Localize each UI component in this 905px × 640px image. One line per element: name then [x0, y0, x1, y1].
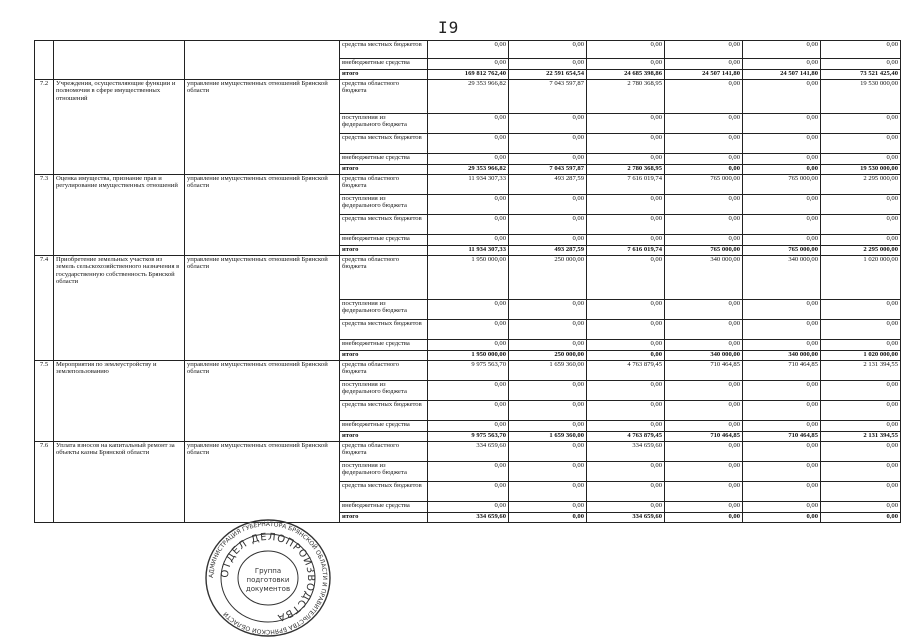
- funding-source: средства местных бюджетов: [340, 320, 428, 340]
- amount-cell: 334 659,60: [428, 442, 509, 462]
- amount-cell: 0,00: [743, 59, 821, 70]
- amount-cell: 340 000,00: [743, 256, 821, 300]
- amount-cell: 334 659,60: [587, 513, 665, 523]
- measure-name: [54, 41, 185, 80]
- amount-cell: 19 530 000,00: [821, 80, 901, 114]
- amount-cell: 0,00: [743, 154, 821, 165]
- amount-cell: 0,00: [509, 235, 587, 246]
- amount-cell: 0,00: [743, 442, 821, 462]
- amount-cell: 2 295 000,00: [821, 246, 901, 256]
- amount-cell: 0,00: [821, 381, 901, 401]
- block-index: 7.3: [35, 175, 54, 256]
- amount-cell: 1 659 360,00: [509, 361, 587, 381]
- amount-cell: 765 000,00: [665, 246, 743, 256]
- amount-cell: 0,00: [743, 340, 821, 351]
- amount-cell: 0,00: [587, 195, 665, 215]
- table-row: [35, 361, 901, 381]
- amount-cell: 0,00: [509, 41, 587, 59]
- amount-cell: 0,00: [743, 215, 821, 235]
- amount-cell: 0,00: [509, 502, 587, 513]
- amount-cell: 0,00: [509, 513, 587, 523]
- amount-cell: 0,00: [428, 114, 509, 134]
- stamp-outer-text: АДМИНИСТРАЦИЯ ГУБЕРНАТОРА БРЯНСКОЙ ОБЛАСТИ И ПРАВИТЕЛЬСТВА БРЯНСКОЙ ОБЛАСТИ: [207, 520, 329, 636]
- amount-cell: 493 287,59: [509, 246, 587, 256]
- amount-cell: 0,00: [665, 165, 743, 175]
- funding-source: внебюджетные средства: [340, 59, 428, 70]
- amount-cell: 0,00: [821, 462, 901, 482]
- measure-name: Уплата взносов на капитальный ремонт за объекты казны Брянской области: [54, 442, 185, 523]
- amount-cell: 0,00: [428, 340, 509, 351]
- amount-cell: 0,00: [428, 195, 509, 215]
- amount-cell: 334 659,60: [587, 442, 665, 462]
- amount-cell: 0,00: [665, 41, 743, 59]
- amount-cell: 0,00: [428, 401, 509, 421]
- funding-source: средства местных бюджетов: [340, 134, 428, 154]
- funding-source: средства областного бюджета: [340, 256, 428, 300]
- amount-cell: 0,00: [743, 300, 821, 320]
- funding-source: средства местных бюджетов: [340, 401, 428, 421]
- executor-name: управление имущественных отношений Брянской области: [185, 256, 340, 361]
- page-number: I9: [438, 18, 460, 37]
- amount-cell: 4 763 879,45: [587, 361, 665, 381]
- budget-table-body: [35, 41, 901, 523]
- executor-name: [185, 41, 340, 80]
- amount-cell: 0,00: [743, 381, 821, 401]
- amount-cell: 1 020 000,00: [821, 351, 901, 361]
- amount-cell: 0,00: [509, 381, 587, 401]
- amount-cell: 0,00: [428, 300, 509, 320]
- funding-source: итого: [340, 246, 428, 256]
- amount-cell: 0,00: [821, 114, 901, 134]
- amount-cell: 0,00: [587, 381, 665, 401]
- amount-cell: 0,00: [743, 41, 821, 59]
- amount-cell: 0,00: [743, 165, 821, 175]
- stamp-center-line-2: подготовки: [246, 576, 290, 584]
- stamp-center-line-1: Группа: [254, 567, 282, 575]
- amount-cell: 0,00: [743, 513, 821, 523]
- amount-cell: 0,00: [509, 215, 587, 235]
- amount-cell: 0,00: [587, 114, 665, 134]
- amount-cell: 0,00: [509, 482, 587, 502]
- amount-cell: 1 950 000,00: [428, 256, 509, 300]
- amount-cell: 0,00: [665, 300, 743, 320]
- funding-source: поступления из федерального бюджета: [340, 381, 428, 401]
- amount-cell: 11 934 307,33: [428, 246, 509, 256]
- amount-cell: 0,00: [743, 80, 821, 114]
- amount-cell: 0,00: [665, 340, 743, 351]
- amount-cell: 0,00: [587, 401, 665, 421]
- executor-name: управление имущественных отношений Брянской области: [185, 80, 340, 175]
- funding-source: средства местных бюджетов: [340, 482, 428, 502]
- amount-cell: 0,00: [821, 401, 901, 421]
- amount-cell: 0,00: [665, 80, 743, 114]
- amount-cell: 0,00: [587, 421, 665, 432]
- amount-cell: 0,00: [428, 59, 509, 70]
- amount-cell: 0,00: [428, 235, 509, 246]
- funding-source: средства областного бюджета: [340, 80, 428, 114]
- amount-cell: 24 685 398,86: [587, 70, 665, 80]
- amount-cell: 0,00: [821, 482, 901, 502]
- amount-cell: 0,00: [743, 421, 821, 432]
- amount-cell: 0,00: [821, 300, 901, 320]
- measure-name: Мероприятия по землеустройству и землепользованию: [54, 361, 185, 442]
- amount-cell: 0,00: [587, 300, 665, 320]
- amount-cell: 710 464,85: [743, 432, 821, 442]
- amount-cell: 2 780 368,95: [587, 165, 665, 175]
- block-index: 7.2: [35, 80, 54, 175]
- amount-cell: 0,00: [743, 482, 821, 502]
- amount-cell: 0,00: [428, 134, 509, 154]
- block-index: 7.4: [35, 256, 54, 361]
- funding-source: средства местных бюджетов: [340, 215, 428, 235]
- amount-cell: 0,00: [509, 462, 587, 482]
- funding-source: поступления из федерального бюджета: [340, 195, 428, 215]
- table-row: [35, 256, 901, 300]
- amount-cell: 0,00: [428, 41, 509, 59]
- amount-cell: 0,00: [509, 195, 587, 215]
- table-row: [35, 175, 901, 195]
- amount-cell: 710 464,85: [743, 361, 821, 381]
- amount-cell: 0,00: [587, 134, 665, 154]
- department-stamp: [203, 518, 333, 638]
- amount-cell: 0,00: [587, 482, 665, 502]
- block-index: 7.6: [35, 442, 54, 523]
- amount-cell: 0,00: [587, 41, 665, 59]
- amount-cell: 765 000,00: [743, 246, 821, 256]
- amount-cell: 2 295 000,00: [821, 175, 901, 195]
- amount-cell: 0,00: [509, 154, 587, 165]
- amount-cell: 334 659,60: [428, 513, 509, 523]
- amount-cell: 0,00: [509, 442, 587, 462]
- amount-cell: 0,00: [665, 462, 743, 482]
- amount-cell: 493 287,59: [509, 175, 587, 195]
- amount-cell: 0,00: [665, 320, 743, 340]
- funding-source: поступления из федерального бюджета: [340, 114, 428, 134]
- amount-cell: 0,00: [821, 215, 901, 235]
- table-row: [35, 442, 901, 462]
- amount-cell: 0,00: [743, 401, 821, 421]
- amount-cell: 0,00: [509, 340, 587, 351]
- amount-cell: 1 950 000,00: [428, 351, 509, 361]
- amount-cell: 340 000,00: [665, 256, 743, 300]
- amount-cell: 0,00: [665, 482, 743, 502]
- funding-source: поступления из федерального бюджета: [340, 462, 428, 482]
- amount-cell: 0,00: [743, 462, 821, 482]
- amount-cell: 0,00: [665, 134, 743, 154]
- amount-cell: 0,00: [665, 215, 743, 235]
- amount-cell: 0,00: [587, 351, 665, 361]
- amount-cell: 169 812 762,40: [428, 70, 509, 80]
- amount-cell: 1 659 360,00: [509, 432, 587, 442]
- block-index: 7.5: [35, 361, 54, 442]
- measure-name: Учреждения, осуществляющие функции и полномочия в сфере имущественных отношений: [54, 80, 185, 175]
- amount-cell: 7 043 597,87: [509, 80, 587, 114]
- amount-cell: 0,00: [587, 256, 665, 300]
- funding-source: итого: [340, 351, 428, 361]
- amount-cell: 0,00: [743, 502, 821, 513]
- block-index: [35, 41, 54, 80]
- amount-cell: 340 000,00: [665, 351, 743, 361]
- funding-source: внебюджетные средства: [340, 421, 428, 432]
- amount-cell: 0,00: [665, 235, 743, 246]
- amount-cell: 0,00: [509, 300, 587, 320]
- amount-cell: 0,00: [665, 114, 743, 134]
- executor-name: управление имущественных отношений Брянской области: [185, 442, 340, 523]
- amount-cell: 1 020 000,00: [821, 256, 901, 300]
- budget-table: [34, 40, 901, 523]
- amount-cell: 0,00: [821, 340, 901, 351]
- amount-cell: 24 507 141,80: [743, 70, 821, 80]
- amount-cell: 0,00: [821, 154, 901, 165]
- amount-cell: 11 934 307,33: [428, 175, 509, 195]
- funding-source: поступления из федерального бюджета: [340, 300, 428, 320]
- amount-cell: 0,00: [428, 215, 509, 235]
- stamp-inner-text: ОТДЕЛ ДЕЛОПРОИЗВОДСТВА: [219, 531, 317, 624]
- amount-cell: 0,00: [587, 154, 665, 165]
- measure-name: Оценка имущества, признание прав и регулирование имущественных отношений: [54, 175, 185, 256]
- amount-cell: 0,00: [743, 114, 821, 134]
- funding-source: итого: [340, 70, 428, 80]
- amount-cell: 0,00: [587, 235, 665, 246]
- amount-cell: 710 464,85: [665, 432, 743, 442]
- amount-cell: 7 043 597,87: [509, 165, 587, 175]
- amount-cell: 0,00: [821, 320, 901, 340]
- amount-cell: 0,00: [821, 513, 901, 523]
- funding-source: внебюджетные средства: [340, 340, 428, 351]
- amount-cell: 29 353 966,82: [428, 165, 509, 175]
- amount-cell: 0,00: [428, 502, 509, 513]
- amount-cell: 2 780 368,95: [587, 80, 665, 114]
- amount-cell: 9 975 563,70: [428, 432, 509, 442]
- amount-cell: 0,00: [821, 195, 901, 215]
- table-row: [35, 80, 901, 114]
- funding-source: итого: [340, 432, 428, 442]
- executor-name: управление имущественных отношений Брянской области: [185, 361, 340, 442]
- amount-cell: 0,00: [428, 462, 509, 482]
- amount-cell: 340 000,00: [743, 351, 821, 361]
- amount-cell: 2 131 394,55: [821, 432, 901, 442]
- amount-cell: 4 763 879,45: [587, 432, 665, 442]
- amount-cell: 0,00: [587, 320, 665, 340]
- amount-cell: 0,00: [587, 215, 665, 235]
- funding-source: итого: [340, 513, 428, 523]
- funding-source: внебюджетные средства: [340, 154, 428, 165]
- amount-cell: 0,00: [509, 421, 587, 432]
- amount-cell: 710 464,85: [665, 361, 743, 381]
- amount-cell: 2 131 394,55: [821, 361, 901, 381]
- amount-cell: 0,00: [665, 59, 743, 70]
- amount-cell: 19 530 000,00: [821, 165, 901, 175]
- measure-name: Приобретение земельных участков из земель сельскохозяйственного назначения в государственную собственность Брянской области: [54, 256, 185, 361]
- amount-cell: 0,00: [665, 401, 743, 421]
- amount-cell: 0,00: [587, 502, 665, 513]
- amount-cell: 0,00: [509, 320, 587, 340]
- funding-source: внебюджетные средства: [340, 235, 428, 246]
- amount-cell: 22 591 654,54: [509, 70, 587, 80]
- amount-cell: 0,00: [665, 442, 743, 462]
- funding-source: итого: [340, 165, 428, 175]
- amount-cell: 0,00: [821, 421, 901, 432]
- amount-cell: 7 616 019,74: [587, 175, 665, 195]
- amount-cell: 0,00: [509, 59, 587, 70]
- amount-cell: 250 000,00: [509, 351, 587, 361]
- amount-cell: 0,00: [509, 114, 587, 134]
- amount-cell: 0,00: [509, 134, 587, 154]
- amount-cell: 0,00: [821, 235, 901, 246]
- amount-cell: 0,00: [665, 421, 743, 432]
- amount-cell: 0,00: [743, 195, 821, 215]
- amount-cell: 0,00: [665, 195, 743, 215]
- amount-cell: 0,00: [587, 59, 665, 70]
- amount-cell: 0,00: [665, 154, 743, 165]
- amount-cell: 0,00: [665, 513, 743, 523]
- amount-cell: 7 616 019,74: [587, 246, 665, 256]
- amount-cell: 0,00: [428, 154, 509, 165]
- amount-cell: 0,00: [509, 401, 587, 421]
- funding-source: внебюджетные средства: [340, 502, 428, 513]
- amount-cell: 24 507 141,80: [665, 70, 743, 80]
- funding-source: средства местных бюджетов: [340, 41, 428, 59]
- amount-cell: 0,00: [821, 502, 901, 513]
- funding-source: средства областного бюджета: [340, 442, 428, 462]
- amount-cell: 0,00: [428, 421, 509, 432]
- amount-cell: 0,00: [428, 381, 509, 401]
- amount-cell: 0,00: [665, 381, 743, 401]
- amount-cell: 250 000,00: [509, 256, 587, 300]
- amount-cell: 0,00: [821, 442, 901, 462]
- amount-cell: 0,00: [428, 482, 509, 502]
- amount-cell: 0,00: [743, 320, 821, 340]
- executor-name: управление имущественных отношений Брянской области: [185, 175, 340, 256]
- amount-cell: 765 000,00: [665, 175, 743, 195]
- amount-cell: 73 521 425,40: [821, 70, 901, 80]
- table-row: [35, 41, 901, 59]
- amount-cell: 765 000,00: [743, 175, 821, 195]
- funding-source: средства областного бюджета: [340, 175, 428, 195]
- amount-cell: 0,00: [743, 235, 821, 246]
- stamp-center-line-3: документов: [245, 585, 291, 593]
- amount-cell: 0,00: [821, 134, 901, 154]
- amount-cell: 0,00: [821, 41, 901, 59]
- amount-cell: 0,00: [587, 340, 665, 351]
- amount-cell: 0,00: [743, 134, 821, 154]
- amount-cell: 0,00: [665, 502, 743, 513]
- funding-source: средства областного бюджета: [340, 361, 428, 381]
- amount-cell: 0,00: [587, 462, 665, 482]
- amount-cell: 9 975 563,70: [428, 361, 509, 381]
- amount-cell: 0,00: [428, 320, 509, 340]
- amount-cell: 29 353 966,82: [428, 80, 509, 114]
- amount-cell: 0,00: [821, 59, 901, 70]
